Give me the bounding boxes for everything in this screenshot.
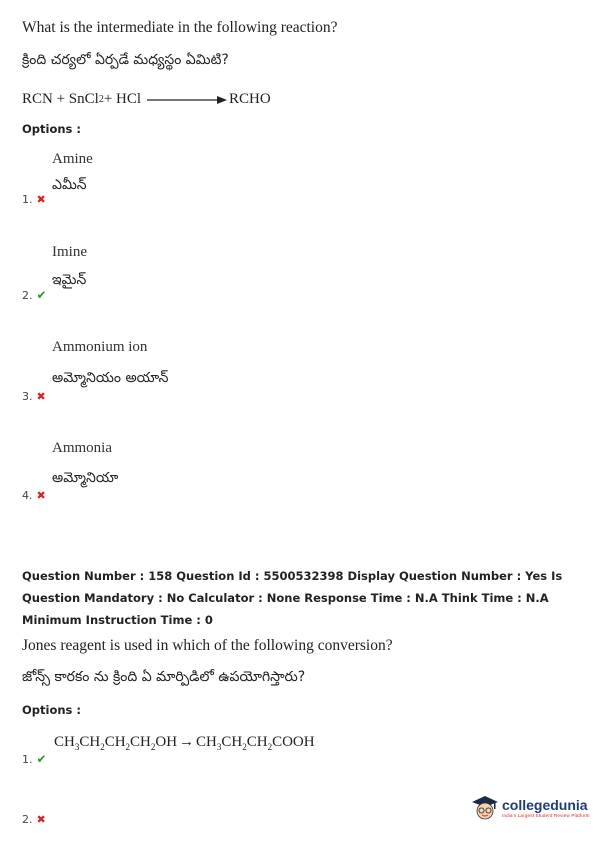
option-1-text-te: ఎమీన్ bbox=[52, 177, 87, 193]
question-2-text-te: జోన్స్ కారకం ను క్రింది ఏ మార్పిడిలో ఉపయోగిస్తారు? bbox=[22, 669, 306, 685]
cross-icon: ✖ bbox=[36, 193, 46, 206]
option-1-number: 1. bbox=[22, 193, 33, 206]
formula-part: CH bbox=[246, 734, 268, 750]
arrow-icon: → bbox=[179, 734, 195, 750]
reaction-product: RCHO bbox=[229, 91, 271, 107]
option-4-text-te: అమ్మోనియా bbox=[52, 470, 119, 486]
q2-option-1-number: 1. bbox=[22, 753, 33, 766]
question-meta: Question Number : 158 Question Id : 5500532398 Display Question Number : Yes Is Question Mandatory : No Calculator : None Response Time : N.A Think Time : N.A Minimum Instruction Time : 0 bbox=[22, 569, 563, 627]
option-2-text-en: Imine bbox=[52, 244, 87, 260]
option-3-number: 3. bbox=[22, 390, 33, 403]
q2-option-2-number: 2. bbox=[22, 813, 33, 826]
options-label-2: Options : bbox=[22, 703, 81, 717]
logo-name: collegedunia bbox=[502, 796, 588, 813]
reaction-subscript: 2 bbox=[98, 94, 104, 105]
options-label: Options : bbox=[22, 122, 81, 136]
formula-part: COOH bbox=[272, 734, 315, 750]
question-text-en: What is the intermediate in the following reaction? bbox=[22, 19, 338, 36]
option-2-number: 2. bbox=[22, 289, 33, 302]
option-1-marker[interactable] bbox=[22, 190, 46, 208]
option-4-number: 4. bbox=[22, 489, 33, 502]
option-1-text-en: Amine bbox=[52, 151, 93, 167]
option-4-marker[interactable] bbox=[22, 486, 46, 504]
formula-part: CH bbox=[130, 734, 151, 750]
question-2-text-en: Jones reagent is used in which of the following conversion? bbox=[22, 637, 393, 654]
logo-tagline: India's Largest Student Review Platform bbox=[502, 812, 590, 818]
question-text-te: క్రింది చర్యలో ఏర్పడే మధ్యస్థం ఏమిటి? bbox=[22, 52, 229, 68]
formula-part: CH bbox=[196, 734, 217, 750]
check-icon: ✔ bbox=[36, 752, 47, 766]
reaction-reactants-tail: + HCl bbox=[103, 91, 142, 107]
formula-part: CH bbox=[221, 734, 243, 750]
q2-option-1-marker[interactable] bbox=[22, 750, 47, 768]
option-2-text-te: ఇమైన్ bbox=[52, 272, 87, 288]
formula-sub: 3 bbox=[74, 742, 80, 752]
option-4-text-en: Ammonia bbox=[52, 440, 112, 456]
cross-icon: ✖ bbox=[36, 489, 46, 502]
formula-part: CH bbox=[54, 734, 75, 750]
check-icon: ✔ bbox=[36, 288, 47, 302]
formula-sub: 2 bbox=[150, 742, 156, 752]
formula-part: CH bbox=[104, 734, 126, 750]
option-3-text-en: Ammonium ion bbox=[52, 339, 148, 355]
reaction-arrow-icon bbox=[147, 94, 227, 106]
formula-sub: 2 bbox=[267, 742, 273, 752]
q2-option-2-marker[interactable] bbox=[22, 810, 46, 828]
option-2-marker[interactable] bbox=[22, 286, 47, 304]
formula-sub: 2 bbox=[242, 742, 247, 752]
formula-part: CH bbox=[79, 734, 101, 750]
cross-icon: ✖ bbox=[36, 390, 46, 403]
formula-sub: 2 bbox=[125, 742, 131, 752]
formula-sub: 2 bbox=[100, 742, 105, 752]
reaction-equation bbox=[22, 91, 271, 108]
q2-option-1-formula bbox=[54, 734, 315, 752]
option-3-text-te: అమ్మోనియం అయాన్ bbox=[52, 370, 169, 386]
formula-sub: 3 bbox=[216, 742, 222, 752]
mascot-icon bbox=[470, 792, 500, 822]
formula-part: OH bbox=[155, 734, 178, 750]
cross-icon: ✖ bbox=[36, 813, 46, 826]
reaction-reactants: RCN + SnCl bbox=[22, 91, 99, 107]
option-3-marker[interactable] bbox=[22, 387, 46, 405]
collegedunia-logo bbox=[470, 792, 590, 822]
